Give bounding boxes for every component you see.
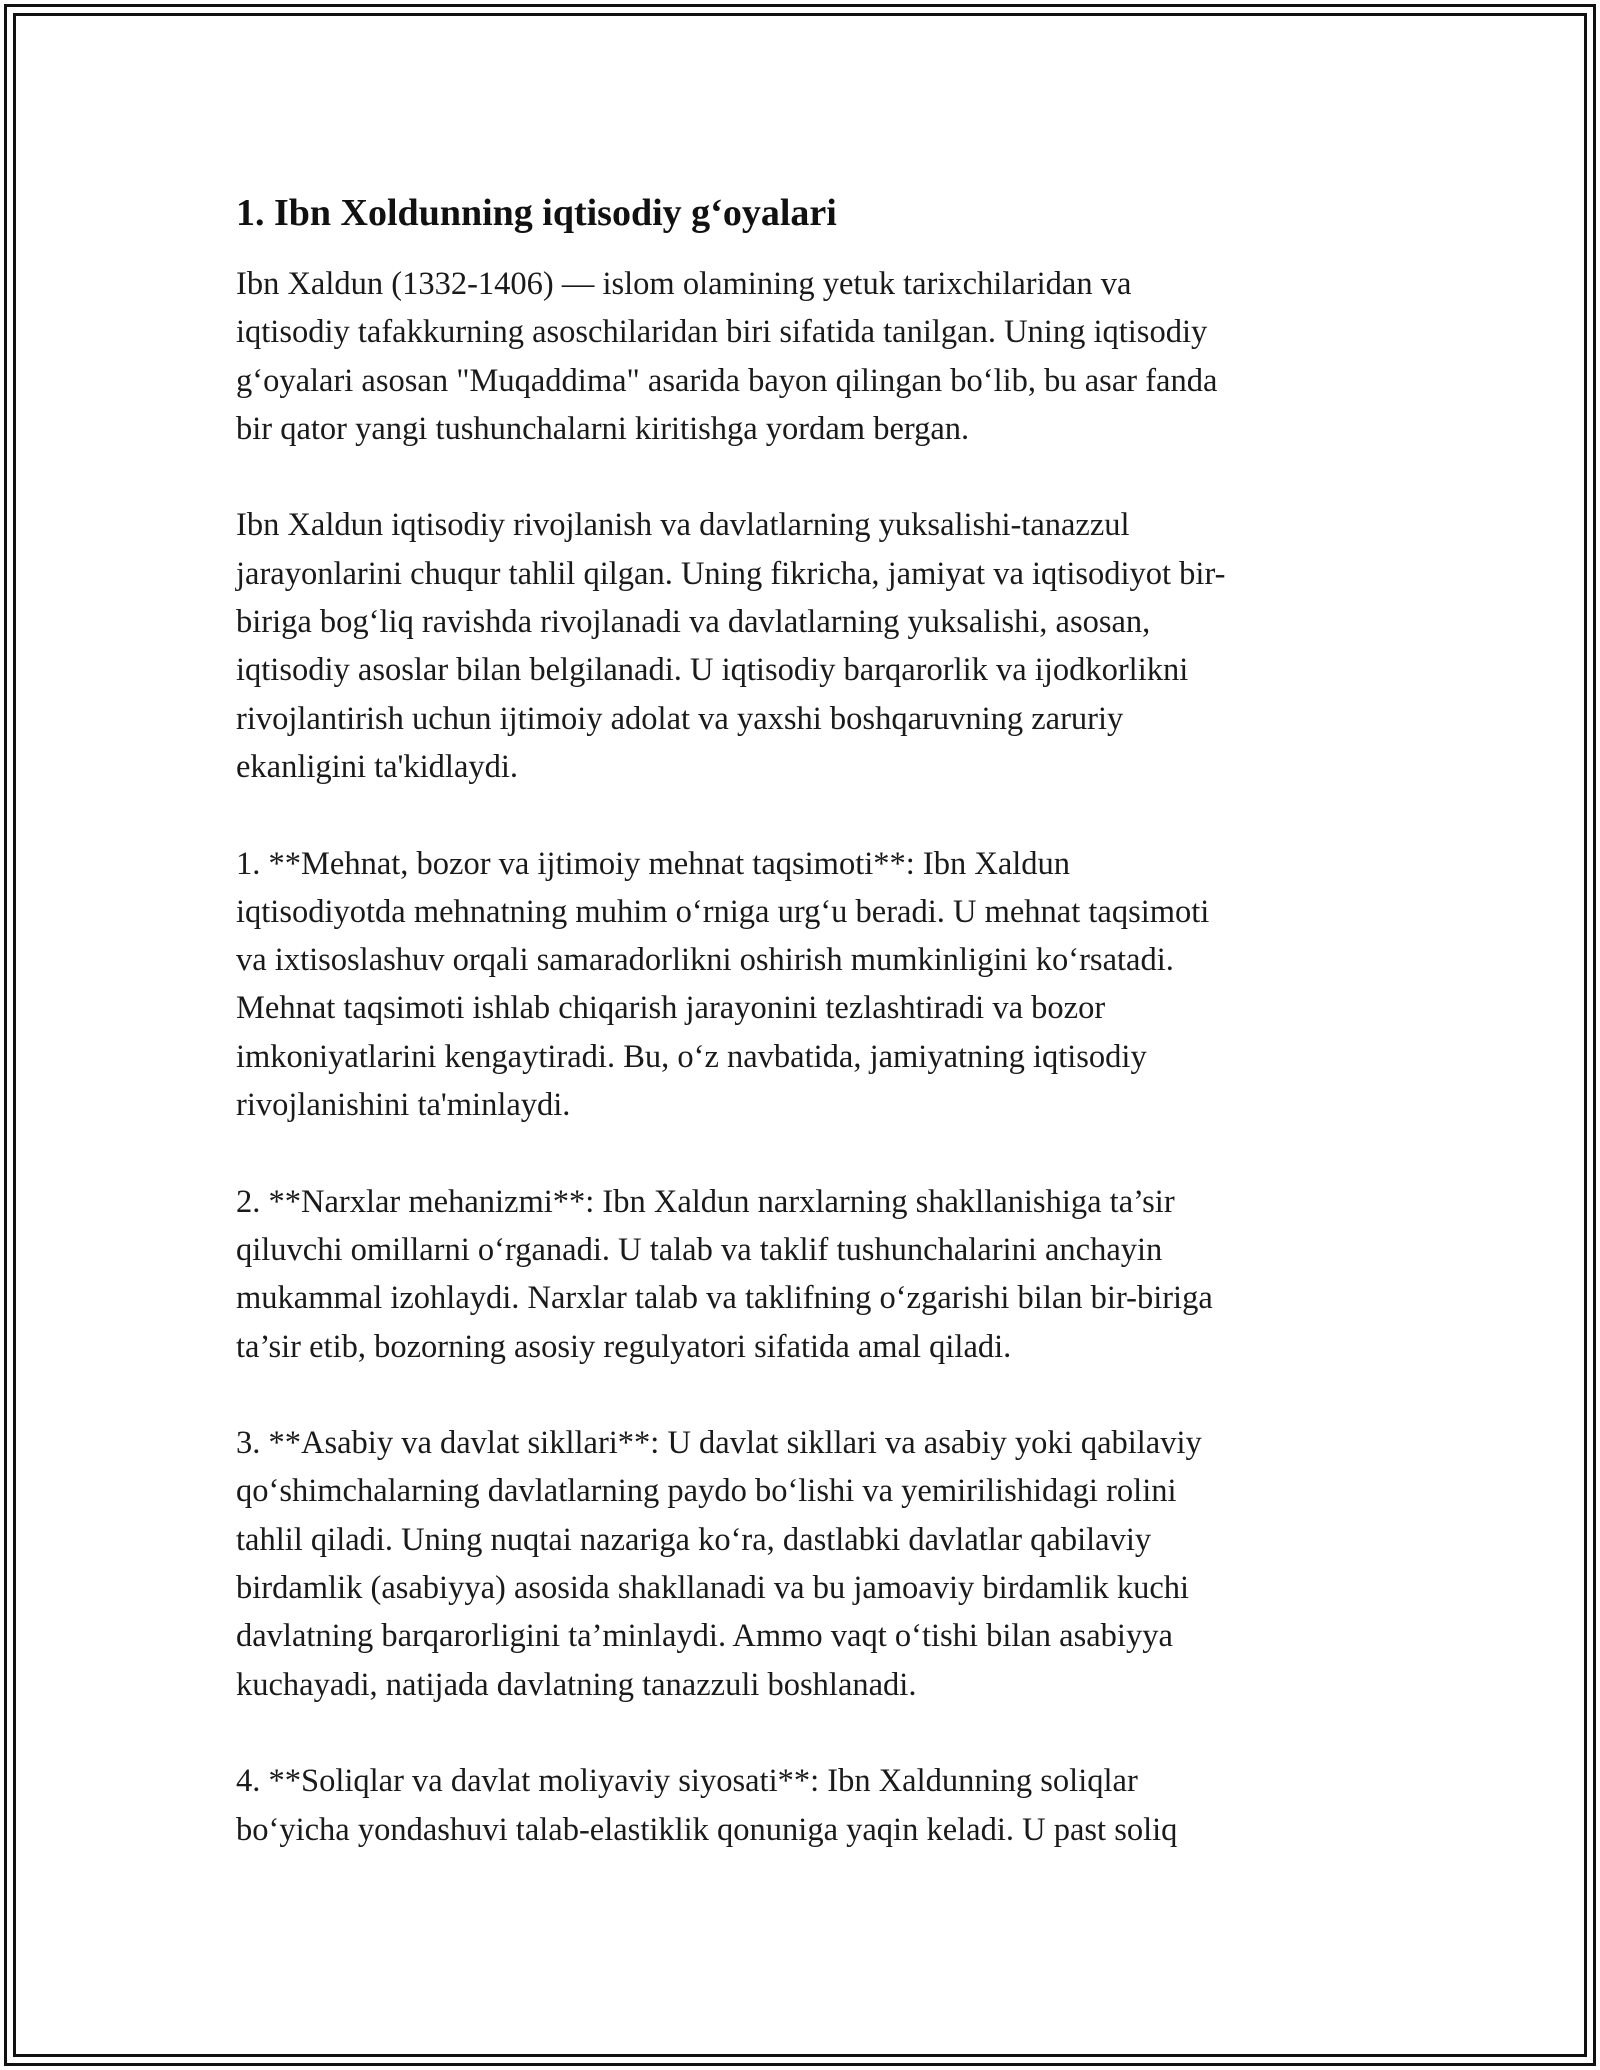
text-line: rivojlanishini ta'minlaydi. [236,1087,571,1124]
text-line: boʻyicha yondashuvi talab-elastiklik qonuniga yaqin keladi. U past soliq [236,1811,1178,1848]
text-line: kuchayadi, natijada davlatning tanazzuli boshlanadi. [236,1666,917,1703]
text-line: ekanligini ta'kidlaydi. [236,748,519,785]
document-body [236,188,1366,1902]
text-line: iqtisodiy asoslar bilan belgilanadi. U iqtisodiy barqarorlik va ijodkorlikni [236,652,1189,689]
text-line: Ibn Xaldun (1332-1406) — islom olamining yetuk tarixchilaridan va [236,266,1132,302]
paragraph-item-1-labor [236,840,1366,1130]
text-line: Mehnat taqsimoti ishlab chiqarish jarayonini tezlashtiradi va bozor [236,990,1106,1027]
text-line: gʻoyalari asosan "Muqaddima" asarida bayon qilingan boʻlib, bu asar fanda [236,362,1218,399]
paragraph-item-2-prices [236,1178,1366,1371]
text-line: bir qator yangi tushunchalarni kiritishga yordam bergan. [236,410,970,447]
paragraph-development [236,501,1366,791]
paragraph-item-4-taxes [236,1757,1366,1854]
text-line: mukammal izohlaydi. Narxlar talab va taklifning oʻzgarishi bilan bir-biriga [236,1280,1213,1317]
paragraph-intro [236,260,1366,453]
text-line: tahlil qiladi. Uning nuqtai nazariga koʻra, dastlabki davlatlar qabilaviy [236,1521,1152,1558]
text-line: davlatning barqarorligini ta’minlaydi. Ammo vaqt oʻtishi bilan asabiyya [236,1618,1173,1655]
text-line: iqtisodiyotda mehnatning muhim oʻrniga urgʻu beradi. U mehnat taqsimoti [236,893,1210,930]
text-line: ta’sir etib, bozorning asosiy regulyatori sifatida amal qiladi. [236,1328,1012,1365]
text-line: qoʻshimchalarning davlatlarning paydo boʻlishi va yemirilishidagi rolini [236,1473,1177,1510]
text-line: qiluvchi omillarni oʻrganadi. U talab va taklif tushunchalarini anchayin [236,1231,1163,1268]
text-line: 4. **Soliqlar va davlat moliyaviy siyosati**: Ibn Xaldunning soliqlar [236,1763,1138,1800]
text-line: imkoniyatlarini kengaytiradi. Bu, oʻz navbatida, jamiyatning iqtisodiy [236,1038,1147,1075]
text-line: jarayonlarini chuqur tahlil qilgan. Uning fikricha, jamiyat va iqtisodiyot bir- [236,555,1226,592]
text-line: Ibn Xaldun iqtisodiy rivojlanish va davlatlarning yuksalishi-tanazzul [236,507,1130,544]
text-line: 3. **Asabiy va davlat sikllari**: U davlat sikllari va asabiy yoki qabilaviy [236,1425,1202,1462]
text-line: rivojlantirish uchun ijtimoiy adolat va yaxshi boshqaruvning zaruriy [236,700,1124,737]
text-line: iqtisodiy tafakkurning asoschilaridan biri sifatida tanilgan. Uning iqtisodiy [236,314,1208,351]
text-line: birdamlik (asabiyya) asosida shakllanadi va bu jamoaviy birdamlik kuchi [236,1570,1190,1607]
text-line: biriga bogʻliq ravishda rivojlanadi va davlatlarning yuksalishi, asosan, [236,604,1151,641]
text-line: va ixtisoslashuv orqali samaradorlikni oshirish mumkinligini koʻrsatadi. [236,942,1174,979]
section-heading: 1. Ibn Xoldunning iqtisodiy gʻoyalari [236,192,837,234]
paragraph-item-3-cycles [236,1419,1366,1709]
text-line: 1. **Mehnat, bozor va ijtimoiy mehnat taqsimoti**: Ibn Xaldun [236,845,1071,882]
text-line: 2. **Narxlar mehanizmi**: Ibn Xaldun narxlarning shakllanishiga ta’sir [236,1183,1175,1220]
